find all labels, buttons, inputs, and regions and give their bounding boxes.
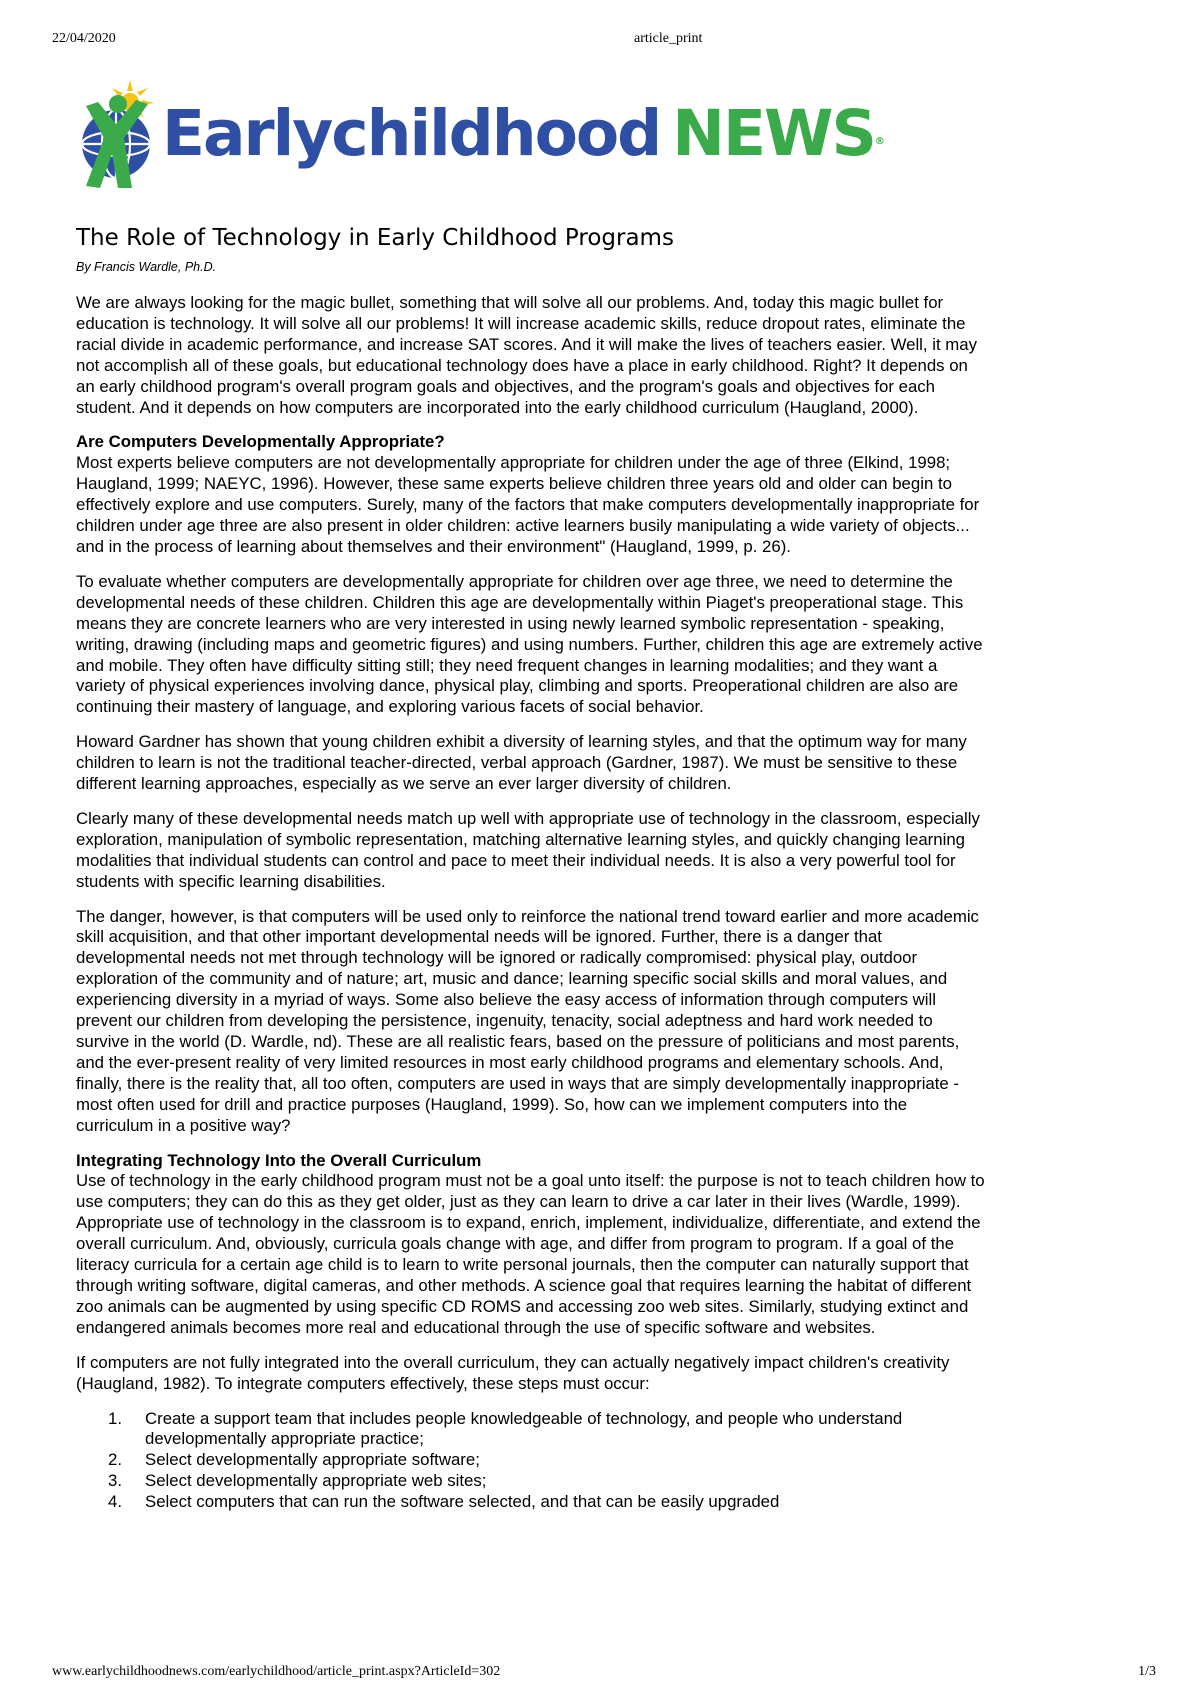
list-item-text: Select computers that can run the software selected, and that can be easily upgraded: [145, 1492, 780, 1512]
integration-steps-list: [76, 1409, 986, 1514]
paragraph: If computers are not fully integrated into the overall curriculum, they can actually negatively impact children's creativity (Haugland, 1982). To integrate computers effectively, these steps must occur:: [76, 1352, 950, 1393]
earlychildhood-news-logo: [74, 76, 883, 196]
paragraph: To evaluate whether computers are developmentally appropriate for children over age three, we need to determine the developmental needs of these children. Children this age are developmentally within Piaget's preoperational stage. This means they are concrete learners who are very interested in using newly learned symbolic representation - speaking, writing, drawing (including maps and geometric figures) and using numbers. Further, children this age are extremely active and mobile. They often have difficulty sitting still; they need frequent changes in learning modalities; and they want a variety of physical experiences involving dance, physical play, climbing and sports. Preoperational children are also are continuing their mastery of language, and exploring various facets of social behavior.: [76, 571, 983, 717]
list-number: 1.: [108, 1408, 122, 1428]
page-number: 1/3: [1138, 1664, 1156, 1679]
print-title: article_print: [634, 31, 703, 46]
section-heading-integrating: Integrating Technology Into the Overall Curriculum: [76, 1150, 482, 1170]
logo-wordmark: Earlychildhood NEWS®: [162, 97, 883, 170]
list-item-text: Select developmentally appropriate software;: [145, 1450, 480, 1470]
paragraph: Most experts believe computers are not developmentally appropriate for children under the age of three (Elkind, 1998; Haugland, 1999; NAEYC, 1996). However, these same experts believe children three years old and older can begin to effectively explore and use computers. Surely, many of the factors that make computers developmentally inappropriate for children under age three are also present in older children: active learners busily manipulating a wide variety of objects... and in the process of learning about themselves and their environment" (Haugland, 1999, p. 26).: [76, 453, 980, 556]
paragraph: Use of technology in the early childhood program must not be a goal unto itself: the purpose is not to teach children how to use computers; they can do this as they get older, just as they can learn to drive a car later in their lives (Wardle, 1999). Appropriate use of technology in the classroom is to expand, enrich, implement, individualize, differentiate, and extend the overall curriculum. And, obviously, curricula goals change with age, and differ from program to program. If a goal of the literacy curricula for a certain age child is to learn to write personal journals, then the computer can naturally support that through writing software, digital cameras, and other methods. A science goal that requires learning the habitat of different zoo animals can be augmented by using specific CD ROMS and accessing zoo web sites. Similarly, studying extinct and endangered animals becomes more real and educational through the use of specific software and websites.: [76, 1171, 985, 1337]
paragraph: The danger, however, is that computers will be used only to reinforce the national trend toward earlier and more academic skill acquisition, and that other important developmental needs will be ignored. Further, there is a danger that developmental needs not met through technology will be ignored or radically compromised: physical play, outdoor exploration of the community and of nature; art, music and dance; learning specific social skills and moral values, and experiencing diversity in a myriad of ways. Some also believe the easy access of information through computers will prevent our children from developing the persistence, ingenuity, tenacity, social adeptness and hard work needed to survive in the world (D. Wardle, nd). These are all realistic fears, based on the pressure of politicians and most parents, and the ever-present reality of very limited resources in most early childhood programs and elementary schools. And, finally, there is the reality that, all too often, computers are used in ways that are simply developmentally inappropriate - most often used for drill and practice purposes (Haugland, 1999). So, how can we implement computers into the curriculum in a positive way?: [76, 906, 979, 1135]
list-item: [76, 1471, 986, 1492]
section-heading-appropriate: Are Computers Developmentally Appropriate?: [76, 432, 445, 452]
globe-child-icon: [74, 76, 166, 196]
list-item: [76, 1450, 986, 1471]
print-date: 22/04/2020: [52, 31, 116, 46]
footer-url: www.earlychildhoodnews.com/earlychildhood/article_print.aspx?ArticleId=302: [52, 1664, 501, 1679]
list-number: 4.: [108, 1492, 122, 1512]
list-item-text: Create a support team that includes people knowledgeable of technology, and people who understand developmentally appropriate practice;: [145, 1408, 903, 1449]
list-number: 2.: [108, 1450, 122, 1470]
article: [76, 224, 986, 1513]
paragraph: Clearly many of these developmental needs match up well with appropriate use of technology in the classroom, especially exploration, manipulation of symbolic representation, matching alternative learning styles, and quickly changing learning modalities that individual students can control and pace to meet their individual needs. It is also a very powerful tool for students with specific learning disabilities.: [76, 808, 980, 891]
list-item: [76, 1409, 986, 1451]
list-item: [76, 1492, 986, 1513]
list-item-text: Select developmentally appropriate web sites;: [145, 1471, 487, 1491]
article-title: The Role of Technology in Early Childhood Programs: [76, 225, 674, 251]
paragraph: Howard Gardner has shown that young children exhibit a diversity of learning styles, and that the optimum way for many children to learn is not the traditional teacher-directed, verbal approach (Gardner, 1987). We must be sensitive to these different learning approaches, especially as we serve an ever larger diversity of children.: [76, 732, 967, 794]
list-number: 3.: [108, 1471, 122, 1491]
byline: By Francis Wardle, Ph.D.: [76, 260, 217, 274]
intro-paragraph: We are always looking for the magic bullet, something that will solve all our problems. And, today this magic bullet for education is technology. It will solve all our problems! It will increase academic skills, reduce dropout rates, eliminate the racial divide in academic performance, and increase SAT scores. And it will make the lives of teachers easier. Well, it may not accomplish all of these goals, but educational technology does have a place in early childhood. Right? It depends on an early childhood program's overall program goals and objectives, and the program's goals and objectives for each student. And it depends on how computers are incorporated into the early childhood curriculum (Haugland, 2000).: [76, 293, 977, 417]
